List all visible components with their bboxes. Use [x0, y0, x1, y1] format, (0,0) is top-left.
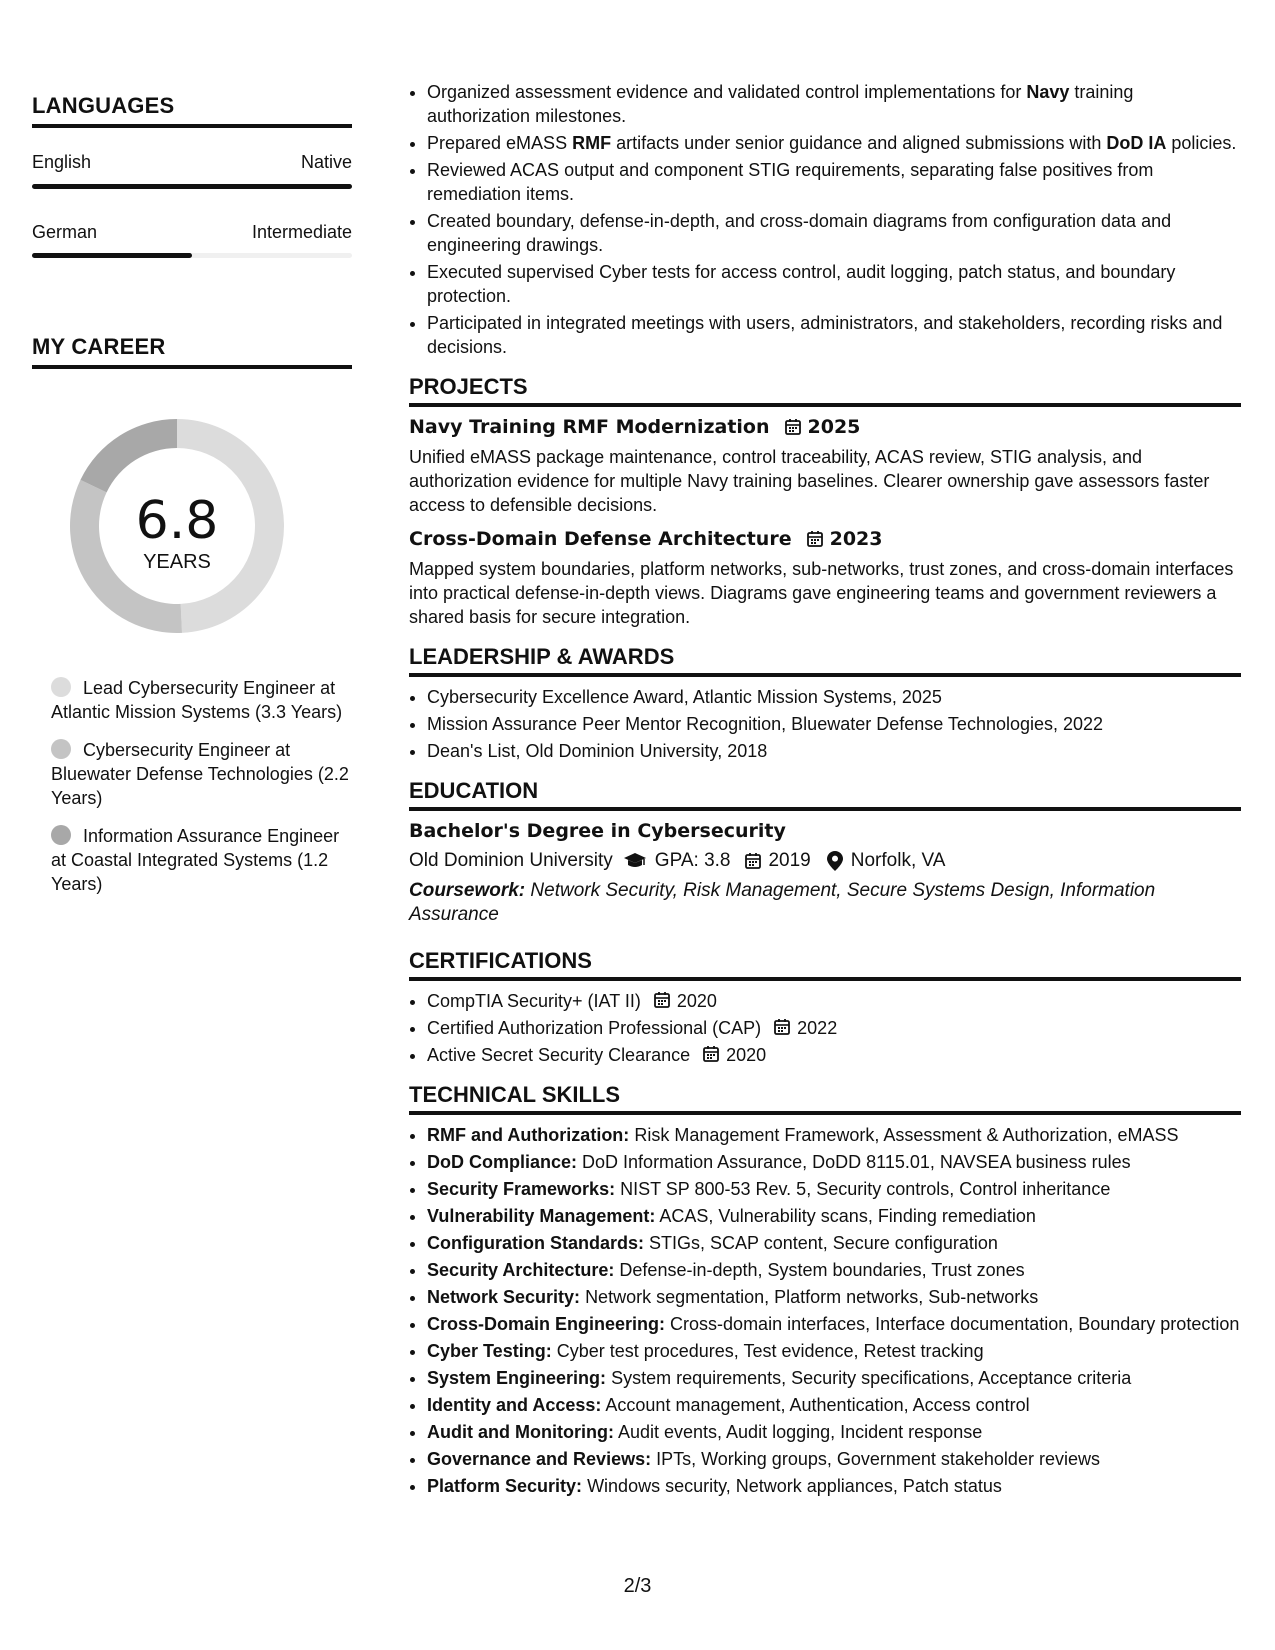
certification-item: • CompTIA Security+ (IAT II) 2020 [427, 989, 1241, 1013]
experience-bullet: • Executed supervised Cyber tests for access control, audit logging, patch status, and boundary protection. [427, 260, 1241, 308]
donut-slice [80, 419, 177, 492]
award-item: • Mission Assurance Peer Mentor Recognition, Bluewater Defense Technologies, 2022 [427, 712, 1241, 736]
skill-item: • Vulnerability Management: ACAS, Vulnerability scans, Finding remediation [427, 1204, 1241, 1228]
leadership-heading: LEADERSHIP & AWARDS [409, 643, 1241, 677]
skills-section [409, 1081, 1241, 1498]
leadership-section [409, 643, 1241, 763]
skill-item: • Cyber Testing: Cyber test procedures, Test evidence, Retest tracking [427, 1339, 1241, 1363]
skill-item: • Cross-Domain Engineering: Cross-domain interfaces, Interface documentation, Boundary protection [427, 1312, 1241, 1336]
page-number: 2/3 [623, 1575, 652, 1597]
skill-item: • RMF and Authorization: Risk Management Framework, Assessment & Authorization, eMASS [427, 1123, 1241, 1147]
education-section [409, 777, 1241, 927]
career-legend-item: Information Assurance Engineer at Coastal Integrated Systems (1.2 Years) [51, 826, 340, 894]
language-row [32, 152, 352, 173]
graduation-cap-icon [623, 852, 647, 870]
projects-section [409, 373, 1241, 629]
project-title: Cross-Domain Defense Architecture 2023 [409, 528, 883, 550]
experience-bullet: • Reviewed ACAS output and component STIG requirements, separating false positives from remediation items. [427, 158, 1241, 206]
education-heading: EDUCATION [409, 777, 1241, 811]
language-bar-fill [32, 253, 192, 258]
skill-item: • Identity and Access: Account management, Authentication, Access control [427, 1393, 1241, 1417]
certifications-heading: CERTIFICATIONS [409, 947, 1241, 981]
calendar-icon [773, 1018, 791, 1036]
project-title: Navy Training RMF Modernization 2025 [409, 416, 861, 438]
skill-item: • System Engineering: System requirements, Security specifications, Acceptance criteria [427, 1366, 1241, 1390]
career-donut-chart [66, 415, 288, 637]
calendar-icon [702, 1045, 720, 1063]
skill-item: • DoD Compliance: DoD Information Assurance, DoDD 8115.01, NAVSEA business rules [427, 1150, 1241, 1174]
skill-item: • Governance and Reviews: IPTs, Working groups, Government stakeholder reviews [427, 1447, 1241, 1471]
career-legend [51, 676, 351, 910]
skills-heading: TECHNICAL SKILLS [409, 1081, 1241, 1115]
experience-bullets [409, 80, 1241, 359]
certification-item: • Active Secret Security Clearance 2020 [427, 1043, 1241, 1067]
skill-item: • Configuration Standards: STIGs, SCAP content, Secure configuration [427, 1231, 1241, 1255]
experience-bullet: • Participated in integrated meetings with users, administrators, and stakeholders, recording risks and decisions. [427, 311, 1241, 359]
language-row [32, 222, 352, 243]
language-bar [32, 184, 352, 189]
language-level: Native [300, 152, 352, 172]
education-school: Old Dominion University [409, 850, 613, 871]
education-gpa: GPA: 3.8 [654, 850, 731, 871]
education-degree: Bachelor's Degree in Cybersecurity [409, 820, 786, 842]
calendar-icon [653, 991, 671, 1009]
calendar-icon [806, 530, 824, 548]
experience-bullet: • Organized assessment evidence and validated control implementations for Navy training authorization milestones. [427, 80, 1241, 128]
career-total-unit: YEARS [143, 551, 211, 573]
skill-item: • Network Security: Network segmentation, Platform networks, Sub-networks [427, 1285, 1241, 1309]
language-name: German [32, 222, 98, 242]
language-bar [32, 253, 352, 258]
location-pin-icon [827, 851, 843, 871]
legend-dot-icon [51, 677, 71, 697]
calendar-icon [744, 852, 762, 870]
education-details [409, 849, 1241, 873]
main-content [409, 80, 1241, 1501]
skills-list [409, 1123, 1241, 1498]
project-description: Unified eMASS package maintenance, control traceability, ACAS review, STIG analysis, and authorization evidence for multiple Navy training baselines. Clearer ownership gave assessors faster access to defensible decisions. [409, 447, 1210, 515]
education-year: 2019 [768, 850, 811, 871]
legend-dot-icon [51, 825, 71, 845]
career-legend-item: Cybersecurity Engineer at Bluewater Defense Technologies (2.2 Years) [51, 740, 349, 808]
career-total-value: 6.8 [135, 491, 219, 551]
language-name: English [32, 152, 92, 172]
project-year: 2025 [807, 416, 861, 438]
language-level: Intermediate [251, 222, 352, 242]
projects-heading: PROJECTS [409, 373, 1241, 407]
career-heading: MY CAREER [32, 334, 352, 369]
certifications-section [409, 947, 1241, 1067]
award-item: • Dean's List, Old Dominion University, 2018 [427, 739, 1241, 763]
language-bar-fill [32, 184, 352, 189]
skill-item: • Audit and Monitoring: Audit events, Audit logging, Incident response [427, 1420, 1241, 1444]
certification-item: • Certified Authorization Professional (CAP) 2022 [427, 1016, 1241, 1040]
project-year: 2023 [829, 528, 883, 550]
experience-bullet: • Prepared eMASS RMF artifacts under senior guidance and aligned submissions with DoD IA policies. [427, 131, 1241, 155]
education-location: Norfolk, VA [850, 850, 946, 871]
experience-bullet: • Created boundary, defense-in-depth, and cross-domain diagrams from configuration data and engineering drawings. [427, 209, 1241, 257]
skill-item: • Security Architecture: Defense-in-depth, System boundaries, Trust zones [427, 1258, 1241, 1282]
languages-heading: LANGUAGES [32, 93, 352, 128]
award-item: • Cybersecurity Excellence Award, Atlantic Mission Systems, 2025 [427, 685, 1241, 709]
calendar-icon [784, 418, 802, 436]
education-coursework: Coursework: Network Security, Risk Management, Secure Systems Design, Information Assurance [409, 880, 1156, 925]
legend-dot-icon [51, 739, 71, 759]
skill-item: • Security Frameworks: NIST SP 800-53 Rev. 5, Security controls, Control inheritance [427, 1177, 1241, 1201]
project-description: Mapped system boundaries, platform networks, sub-networks, trust zones, and cross-domain interfaces into practical defense-in-depth views. Diagrams gave engineering teams and government reviewers a shared basis for secure integration. [409, 559, 1234, 627]
skill-item: • Platform Security: Windows security, Network appliances, Patch status [427, 1474, 1241, 1498]
career-legend-item: Lead Cybersecurity Engineer at Atlantic Mission Systems (3.3 Years) [51, 678, 343, 722]
